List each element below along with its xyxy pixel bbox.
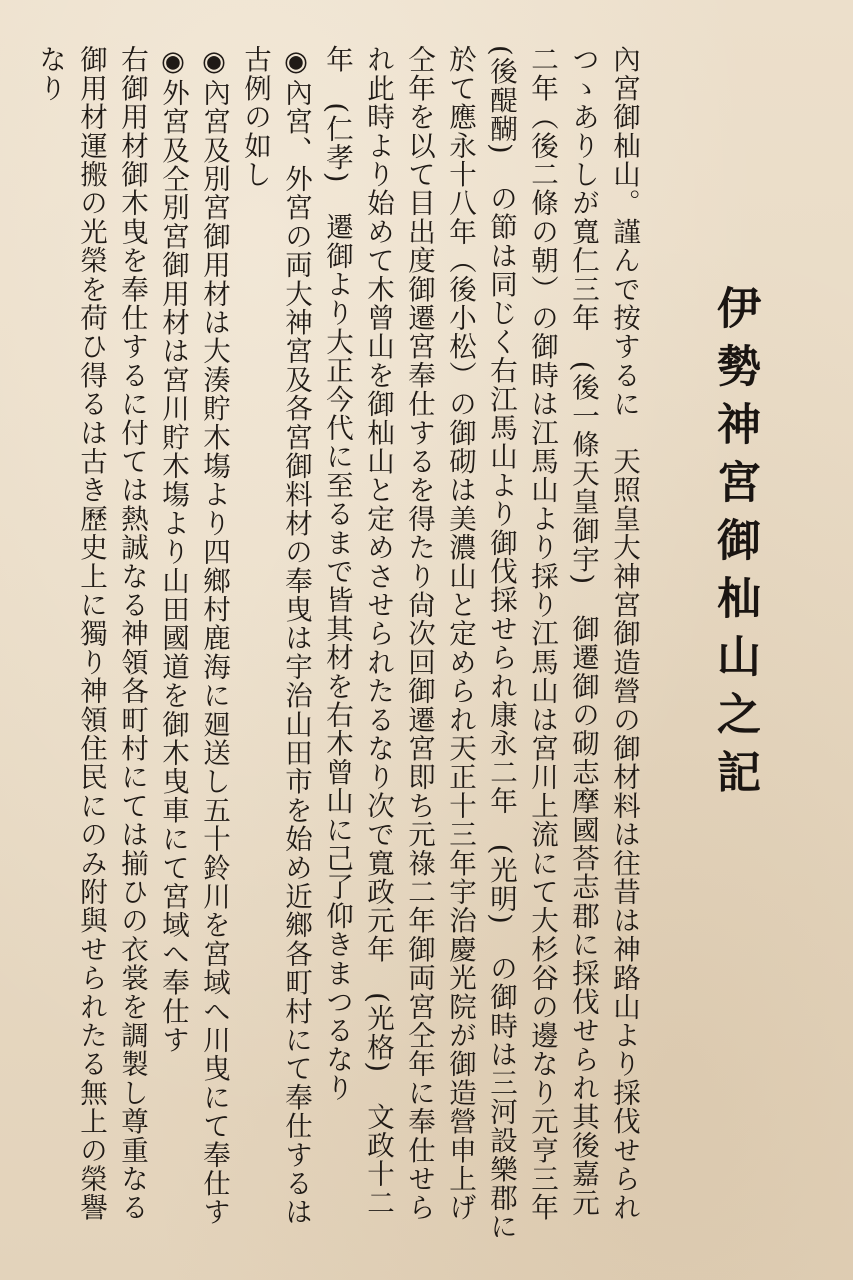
paragraph-text: 內宮及別宮御用材は大湊貯木塲より四鄉村鹿海に廻送し五十鈴川を宮域へ川曳にて奉仕す: [198, 78, 230, 1227]
paragraph-text: 內宮、外宮の両大神宮及各宮御料材の奉曳は宇治山田市を始め近鄉各町村にて奉仕するは古例の如し: [239, 45, 312, 1227]
paragraph-history: 內宮御杣山。謹んで按するに 天照皇大神宮御造營の御材料は往昔は神路山より採伐せられつゝありしが寬仁三年 (後一條天皇御宇) 御遷御の砌志摩國荅志郡に採伐せられ其後嘉元二年（後二條の朝）の御時は江馬山より採り江馬山は宮川上流にて大杉谷の邊なり元亨三年 (後醍醐) の節は同じく右江馬山より御伐採せられ康永二年 (光明) の御時は三河設樂郡に於て應永十八年（後小松）の御砌は美濃山と定められ天正十三年宇治慶光院が御造營申上げ仝年を以て目出度御遷宮奉仕するを得たり尙次回御遷宮即ち元祿二年御両宮仝年に奉仕せられ此時より始めて木曾山を御杣山と定めさせられたるなり次で寬政元年 (光格) 文政十二年 (仁孝) 遷御より大正今代に至るまで皆其材を右木曾山に己了仰きまつるなり: [321, 45, 640, 1251]
paragraph-closing: 右御用材御木曳を奉仕するに付ては熱誠なる神領各町村にては揃ひの衣裳を調製し尊重なる御用材運搬の光榮を荷ひ得るは古き歷史上に獨り神領住民にのみ附與せられたる無上の榮譽なり: [34, 45, 148, 1222]
paragraph-text: 外宮及仝別宮御用材は宮川貯木塲より山田國道を御木曳車にて宮域へ奉仕す: [157, 78, 189, 1055]
paragraph-bullet-item: [234, 45, 316, 1245]
vertical-text-block: [34, 45, 760, 1251]
bullet-icon: ◉: [198, 45, 230, 79]
bullet-icon: ◉: [280, 45, 312, 79]
bullet-icon: ◉: [157, 45, 189, 79]
document-title: 伊勢神宮御杣山之記: [709, 285, 760, 807]
paragraph-bullet-item: [193, 45, 234, 1245]
paragraph-bullet-item: [152, 45, 193, 1245]
